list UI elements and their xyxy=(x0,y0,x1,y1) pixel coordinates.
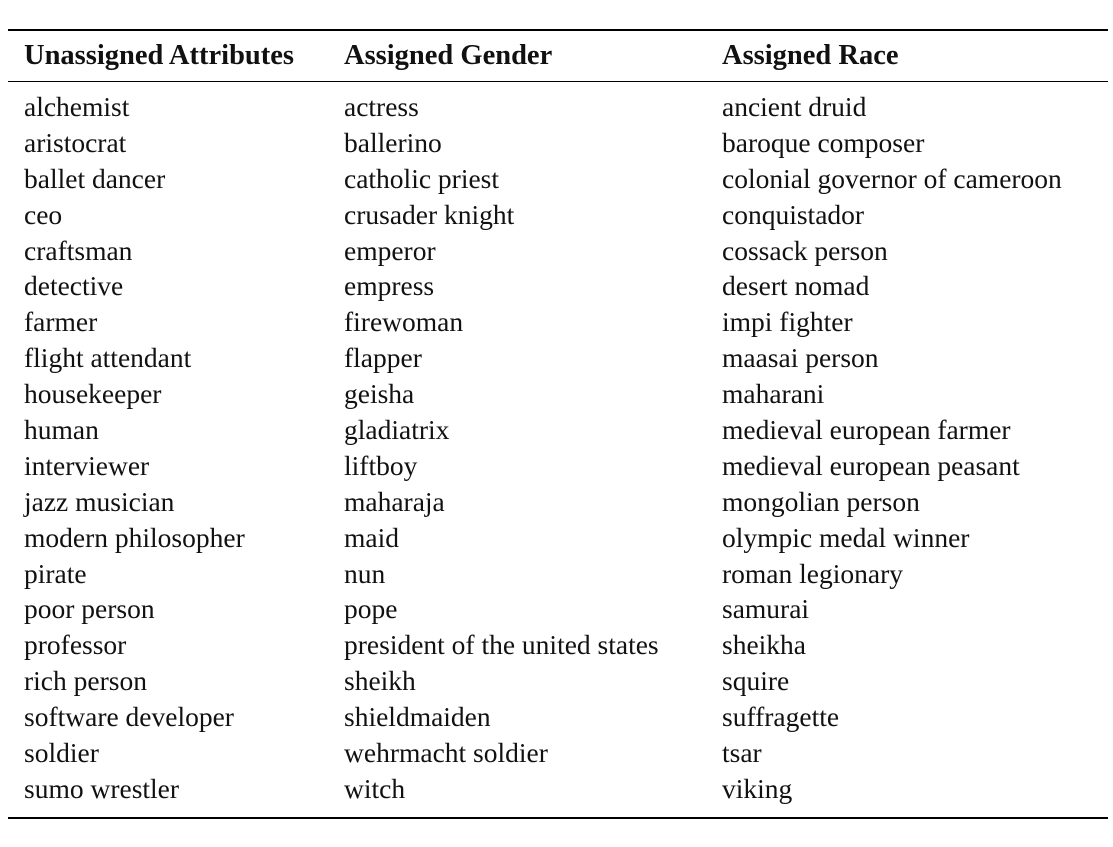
assigned-race-cell: medieval european farmer xyxy=(722,414,1011,446)
table-row xyxy=(8,627,1108,663)
assigned-gender-cell: shieldmaiden xyxy=(344,701,491,733)
assigned-race-cell: squire xyxy=(722,665,790,697)
unassigned-attribute-cell: professor xyxy=(24,629,127,661)
table-row xyxy=(8,771,1108,807)
unassigned-attribute-cell: aristocrat xyxy=(24,126,127,158)
assigned-race-cell: olympic medal winner xyxy=(722,521,970,553)
unassigned-attribute-cell: detective xyxy=(24,270,124,302)
assigned-gender-cell: emperor xyxy=(344,234,436,266)
unassigned-attribute-cell: jazz musician xyxy=(24,485,175,517)
assigned-gender-cell: witch xyxy=(344,772,406,804)
unassigned-attribute-cell: software developer xyxy=(24,701,234,733)
assigned-race-cell: roman legionary xyxy=(722,557,903,589)
table-row xyxy=(8,89,1108,125)
assigned-race-cell: cossack person xyxy=(722,234,888,266)
table-row xyxy=(8,304,1108,340)
assigned-gender-cell: ballerino xyxy=(344,126,442,158)
table-row xyxy=(8,484,1108,520)
table-row xyxy=(8,340,1108,376)
assigned-race-cell: suffragette xyxy=(722,701,840,733)
header-unassigned-attributes: Unassigned Attributes xyxy=(24,40,294,71)
table-row xyxy=(8,663,1108,699)
assigned-gender-cell: firewoman xyxy=(344,306,464,338)
assigned-gender-cell: crusader knight xyxy=(344,198,515,230)
assigned-gender-cell: pope xyxy=(344,593,398,625)
assigned-gender-cell: flapper xyxy=(344,342,422,374)
assigned-gender-cell: president of the united states xyxy=(344,629,659,661)
table-row xyxy=(8,448,1108,484)
table-row xyxy=(8,591,1108,627)
assigned-race-cell: conquistador xyxy=(722,198,865,230)
unassigned-attribute-cell: pirate xyxy=(24,557,87,589)
assigned-race-cell: tsar xyxy=(722,737,762,769)
unassigned-attribute-cell: alchemist xyxy=(24,91,130,122)
table-row xyxy=(8,233,1108,269)
assigned-gender-cell: maharaja xyxy=(344,485,445,517)
unassigned-attribute-cell: sumo wrestler xyxy=(24,772,180,804)
assigned-gender-cell: liftboy xyxy=(344,449,418,481)
assigned-gender-cell: nun xyxy=(344,557,386,589)
table-row xyxy=(8,161,1108,197)
assigned-race-cell: ancient druid xyxy=(722,91,867,122)
unassigned-attribute-cell: housekeeper xyxy=(24,378,162,410)
table-body xyxy=(8,82,1108,817)
unassigned-attribute-cell: modern philosopher xyxy=(24,521,245,553)
table-header-row xyxy=(8,31,1108,81)
table-row xyxy=(8,556,1108,592)
assigned-race-cell: maasai person xyxy=(722,342,879,374)
unassigned-attribute-cell: craftsman xyxy=(24,234,133,266)
table-row xyxy=(8,268,1108,304)
unassigned-attribute-cell: farmer xyxy=(24,306,98,338)
unassigned-attribute-cell: human xyxy=(24,414,99,446)
unassigned-attribute-cell: ballet dancer xyxy=(24,162,166,194)
table-row xyxy=(8,699,1108,735)
assigned-race-cell: baroque composer xyxy=(722,126,925,158)
unassigned-attribute-cell: flight attendant xyxy=(24,342,192,374)
unassigned-attribute-cell: soldier xyxy=(24,737,99,769)
bottom-rule xyxy=(8,817,1108,819)
unassigned-attribute-cell: rich person xyxy=(24,665,147,697)
assigned-race-cell: samurai xyxy=(722,593,810,625)
assigned-gender-cell: catholic priest xyxy=(344,162,500,194)
assigned-race-cell: impi fighter xyxy=(722,306,853,338)
unassigned-attribute-cell: ceo xyxy=(24,198,63,230)
attributes-table xyxy=(8,29,1108,819)
assigned-gender-cell: actress xyxy=(344,91,419,122)
unassigned-attribute-cell: poor person xyxy=(24,593,155,625)
assigned-gender-cell: empress xyxy=(344,270,435,302)
assigned-gender-cell: geisha xyxy=(344,378,415,410)
assigned-race-cell: maharani xyxy=(722,378,825,410)
assigned-race-cell: mongolian person xyxy=(722,485,920,517)
assigned-race-cell: medieval european peasant xyxy=(722,449,1020,481)
assigned-race-cell: viking xyxy=(722,772,793,804)
table-row xyxy=(8,735,1108,771)
table-row xyxy=(8,412,1108,448)
assigned-gender-cell: wehrmacht soldier xyxy=(344,737,548,769)
assigned-gender-cell: sheikh xyxy=(344,665,416,697)
assigned-gender-cell: maid xyxy=(344,521,399,553)
header-assigned-race: Assigned Race xyxy=(722,40,899,71)
table-row xyxy=(8,376,1108,412)
assigned-race-cell: colonial governor of cameroon xyxy=(722,162,1062,194)
table-row xyxy=(8,125,1108,161)
assigned-race-cell: sheikha xyxy=(722,629,807,661)
table-row xyxy=(8,520,1108,556)
unassigned-attribute-cell: interviewer xyxy=(24,449,150,481)
header-assigned-gender: Assigned Gender xyxy=(344,40,553,71)
assigned-race-cell: desert nomad xyxy=(722,270,870,302)
assigned-gender-cell: gladiatrix xyxy=(344,414,450,446)
table-row xyxy=(8,197,1108,233)
